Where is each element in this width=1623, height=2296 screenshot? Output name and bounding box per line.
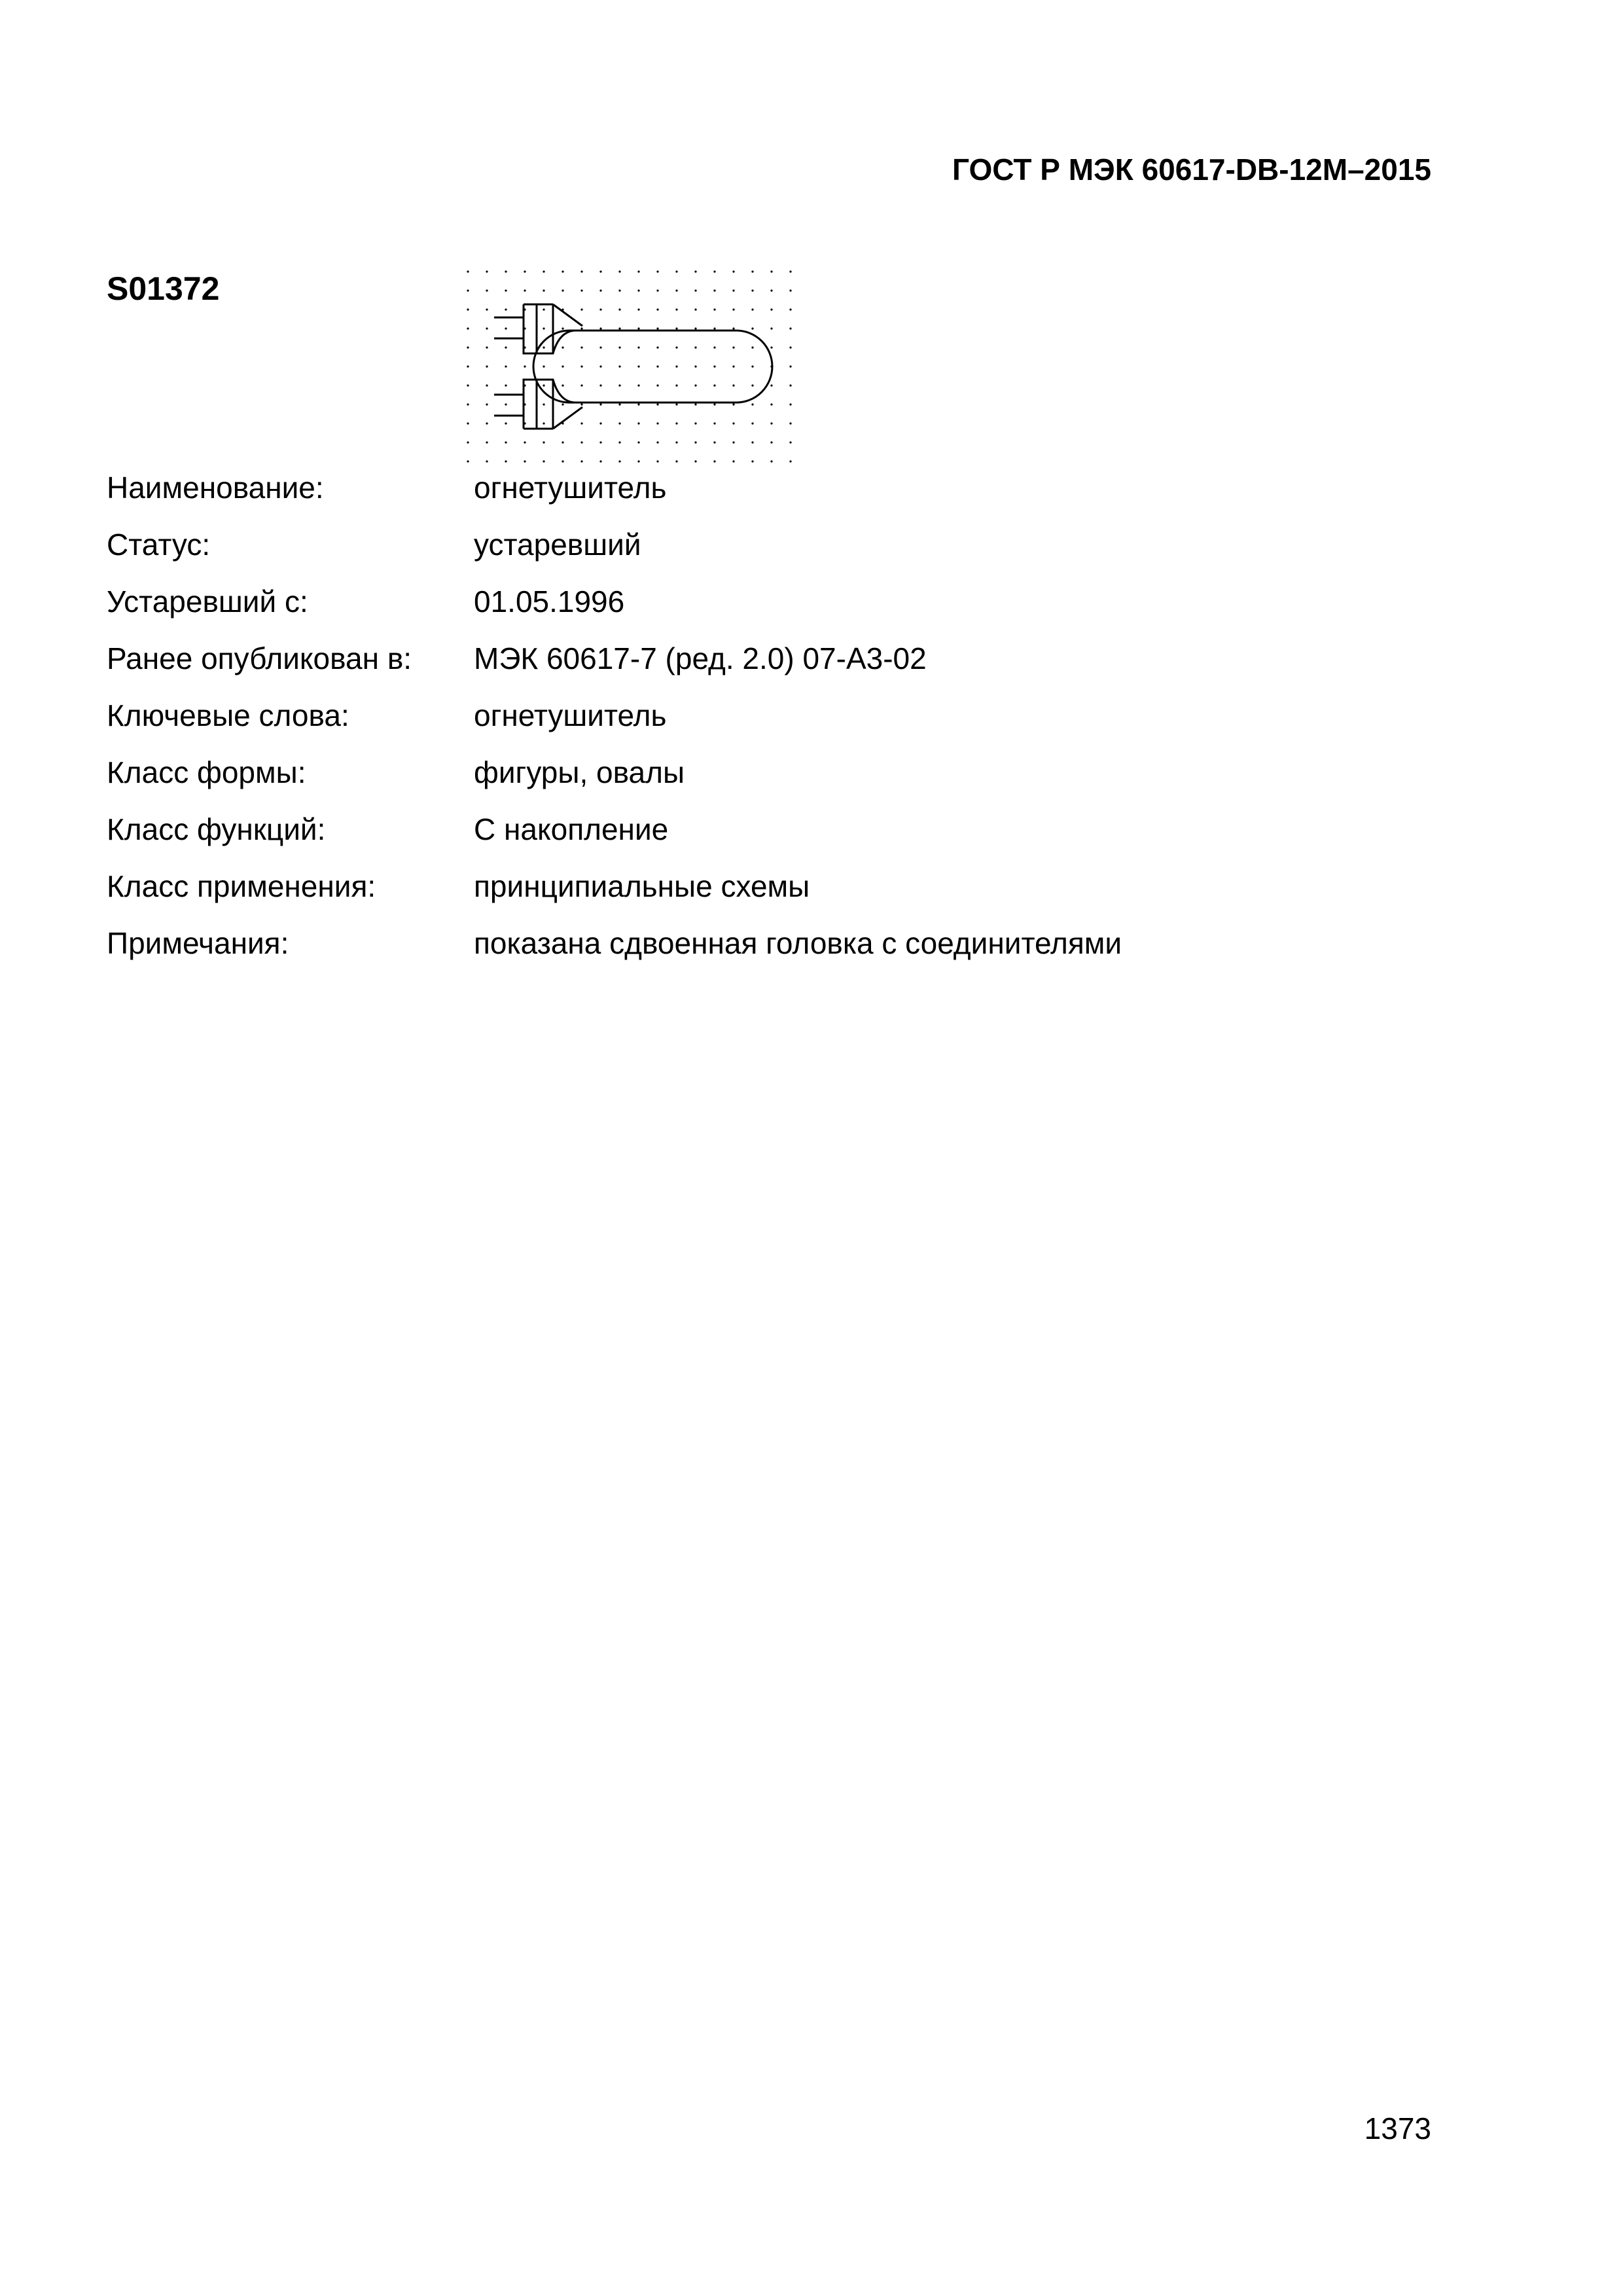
grid-dot [580,384,582,386]
grid-dot [789,270,791,272]
grid-dot [770,346,772,348]
grid-dot [637,346,639,348]
field-row-application-class [107,858,1481,915]
grid-dot [732,384,734,386]
grid-dot [599,403,601,405]
grid-dot [505,270,507,272]
page-number: 1373 [1364,2111,1431,2145]
grid-dot [770,422,772,424]
grid-dot [524,270,526,272]
field-label: Статус: [107,528,211,562]
grid-dot [580,346,582,348]
grid-dot [732,289,734,291]
grid-dot [543,365,544,367]
grid-dot [543,422,544,424]
grid-dot [675,270,677,272]
grid-dot [505,384,507,386]
grid-dot [751,422,753,424]
grid-dot [618,346,620,348]
grid-dot [599,422,601,424]
grid-dot [618,327,620,329]
grid-dot [789,289,791,291]
field-row-function-class [107,801,1481,858]
grid-dot [486,365,488,367]
field-value: устаревший [474,528,641,562]
grid-dot [770,327,772,329]
field-label: Наименование: [107,471,324,505]
field-label: Устаревший с: [107,584,308,619]
grid-dot [580,422,582,424]
grid-dot [467,327,469,329]
grid-dot [543,327,544,329]
symbol-id: S01372 [107,270,220,307]
grid-dot [637,289,639,291]
grid-dot [656,270,658,272]
grid-dot [694,365,696,367]
grid-dot [789,327,791,329]
field-value: принципиальные схемы [474,869,810,903]
grid-dot [789,346,791,348]
grid-dot [694,441,696,443]
grid-dot [505,403,507,405]
grid-dot [656,384,658,386]
grid-dot [751,289,753,291]
grid-dot [694,346,696,348]
grid-dot [751,365,753,367]
grid-dot [599,289,601,291]
grid-dot [656,308,658,310]
grid-dot [543,289,544,291]
field-value: огнетушитель [474,471,667,505]
symbol-properties [107,459,1481,972]
grid-dot [618,365,620,367]
grid-dot [732,422,734,424]
grid-dot [486,441,488,443]
grid-dot [770,270,772,272]
grid-dot [694,422,696,424]
grid-dot [637,441,639,443]
grid-dot [505,441,507,443]
field-value: огнетушитель [474,698,667,732]
field-value: МЭК 60617-7 (ред. 2.0) 07-A3-02 [474,641,927,675]
lower-head [524,380,576,429]
grid-dot [599,384,601,386]
grid-dot [732,441,734,443]
grid-dot [656,289,658,291]
grid-dot [562,403,563,405]
field-row-keywords [107,687,1481,744]
grid-dot [467,308,469,310]
grid-dot [505,308,507,310]
document-header: ГОСТ Р МЭК 60617-DB-12M–2015 [952,152,1431,187]
grid-dot [656,403,658,405]
grid-dot [599,270,601,272]
field-row-obsolete-since [107,573,1481,630]
grid-dot [562,289,563,291]
grid-dot [675,441,677,443]
grid-dot [505,327,507,329]
grid-dot [656,422,658,424]
grid-dot [524,441,526,443]
grid-dot [675,346,677,348]
grid-dot [618,308,620,310]
field-value: показана сдвоенная головка с соединителями [474,926,1122,960]
grid-dot [599,365,601,367]
grid-dot [543,403,544,405]
field-label: Класс применения: [107,869,376,903]
field-label: Примечания: [107,926,289,960]
grid-dot [713,422,715,424]
grid-dot [789,403,791,405]
field-value: С накопление [474,812,669,846]
field-row-shape-class [107,744,1481,801]
grid-dot [486,289,488,291]
field-row-name [107,459,1481,516]
grid-dot [694,308,696,310]
grid-dot [505,365,507,367]
field-row-previously-published [107,630,1481,687]
grid-dot [675,327,677,329]
grid-dot [486,422,488,424]
grid-dot [770,308,772,310]
grid-dot [713,365,715,367]
grid-dot [637,365,639,367]
grid-dot [580,441,582,443]
grid-dot [580,270,582,272]
grid-dot [789,308,791,310]
field-value: фигуры, овалы [474,755,685,789]
grid-dot [486,327,488,329]
field-label: Ранее опубликован в: [107,641,412,675]
extinguisher-body [533,331,772,403]
grid-dot [467,270,469,272]
grid-dot [675,384,677,386]
grid-dot [675,289,677,291]
grid-dot [618,289,620,291]
grid-dot [524,365,526,367]
grid-dot [543,308,544,310]
grid-dot [486,308,488,310]
grid-dot [467,289,469,291]
grid-dot [751,308,753,310]
grid-dot [599,441,601,443]
grid-dot [618,270,620,272]
field-value: 01.05.1996 [474,584,625,619]
extinguisher-drawing [494,304,772,429]
field-row-notes [107,915,1481,972]
grid-dot [467,403,469,405]
grid-dot [599,308,601,310]
grid-dot [732,403,734,405]
grid-dot [637,422,639,424]
grid-dot [486,384,488,386]
grid-dot [694,270,696,272]
grid-dot [675,308,677,310]
grid-dot [732,270,734,272]
grid-dot [562,270,563,272]
grid-dot [789,441,791,443]
grid-dot [713,441,715,443]
grid-dot [694,403,696,405]
fire-extinguisher-symbol [461,268,815,468]
field-row-status [107,516,1481,573]
grid-dot [770,384,772,386]
grid-dot [562,365,563,367]
grid-dot [751,270,753,272]
grid-dot [486,403,488,405]
grid-dot [637,270,639,272]
grid-dot [751,346,753,348]
grid-dot [543,384,544,386]
grid-dot [505,289,507,291]
grid-dot [713,308,715,310]
grid-dot [580,365,582,367]
grid-dot [751,327,753,329]
upper-head [524,304,576,353]
grid-dot [562,441,563,443]
grid-dot [524,289,526,291]
grid-dot [694,384,696,386]
grid-dot [637,403,639,405]
grid-dot [789,384,791,386]
grid-dot [656,441,658,443]
grid-dot [770,441,772,443]
grid-dot [732,346,734,348]
grid-dot [599,327,601,329]
grid-dot [543,441,544,443]
grid-dot [732,365,734,367]
grid-dot [543,270,544,272]
grid-dot [580,289,582,291]
grid-dot [618,441,620,443]
field-label: Класс формы: [107,755,306,789]
grid-dot [580,308,582,310]
grid-dot [675,403,677,405]
grid-dot [770,289,772,291]
grid-dot [675,422,677,424]
grid-dot [637,384,639,386]
grid-dot [562,346,563,348]
grid-dot [694,327,696,329]
grid-dot [713,270,715,272]
grid-dot [694,289,696,291]
field-label: Ключевые слова: [107,698,349,732]
grid-dot [789,422,791,424]
grid-dot [505,346,507,348]
grid-dot [713,327,715,329]
grid-dot [656,327,658,329]
grid-dot [486,270,488,272]
grid-dot [467,384,469,386]
grid-dot [467,346,469,348]
grid-dot [751,384,753,386]
grid-dot [713,384,715,386]
grid-dot [467,365,469,367]
grid-dot [751,403,753,405]
grid-dot [656,346,658,348]
grid-dot [580,403,582,405]
grid-dot [467,441,469,443]
grid-dot [675,365,677,367]
grid-dot [770,403,772,405]
grid-dot [637,327,639,329]
grid-dot [751,441,753,443]
grid-dot [505,422,507,424]
grid-dot [637,308,639,310]
grid-dot [732,327,734,329]
grid-dot [713,289,715,291]
grid-dot [618,384,620,386]
grid-dot [656,365,658,367]
grid-dot [713,346,715,348]
grid-dot [543,346,544,348]
grid-dot [562,384,563,386]
grid-dot [789,365,791,367]
grid-dot [562,327,563,329]
field-label: Класс функций: [107,812,326,846]
grid-dots [467,270,791,462]
grid-dot [599,346,601,348]
grid-dot [618,422,620,424]
grid-dot [713,403,715,405]
grid-dot [467,422,469,424]
grid-dot [486,346,488,348]
grid-dot [580,327,582,329]
grid-dot [618,403,620,405]
grid-dot [732,308,734,310]
